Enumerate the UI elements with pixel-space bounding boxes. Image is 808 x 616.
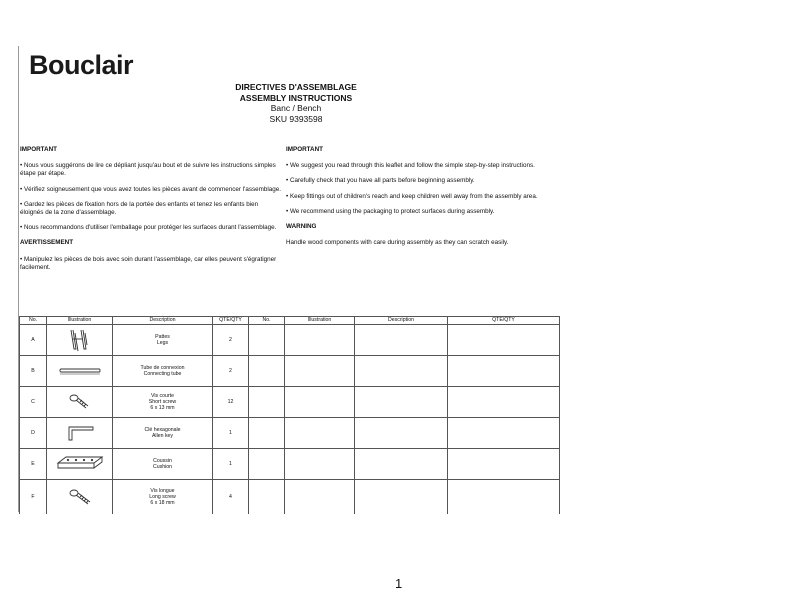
column-header: No. [20,317,47,325]
page-number: 1 [395,576,403,591]
warning-item: • Manipulez les pièces de bois avec soin durant l'assemblage, car elles peuvent s'égratigner facilement. [20,255,277,271]
instruction-item: • Vérifiez soigneusement que vous avez toutes les pièces avant de commencer l'assemblage. [20,185,282,193]
description-fr: Vis courte [151,392,174,399]
table-row [20,325,560,356]
description-fr: Clé hexagonale [144,426,181,433]
part-quantity: 2 [213,356,249,387]
description-en: Short screw [148,398,177,405]
part-quantity: 1 [213,418,249,449]
instruction-item: • We suggest you read through this leaflet and follow the simple step-by-step instructions. [286,162,535,170]
empty-cell [249,325,285,356]
part-description [113,356,213,387]
instruction-item: • We recommend using the packaging to protect surfaces during assembly. [286,207,495,215]
empty-cell [249,387,285,418]
description-en: Legs [156,340,169,346]
empty-cell [285,356,355,387]
allen-key-icon [47,418,113,449]
part-number: A [20,325,47,356]
warning-heading-en: WARNING [286,223,317,231]
empty-cell [355,480,448,515]
instruction-item: • Carefully check that you have all parts before beginning assembly. [286,177,475,185]
part-description [113,387,213,418]
product-name: Banc / Bench [270,103,322,113]
empty-cell [249,418,285,449]
instruction-item: • Keep fittings out of children's reach and keep children well away from the assembly area. [286,192,538,200]
empty-cell [249,356,285,387]
part-number: B [20,356,47,387]
english-instructions [286,146,558,254]
instruction-item: • Nous recommandons d'utiliser l'emballage pour protéger les surfaces durant l'assemblage. [20,224,277,232]
description-fr: Coussin [153,457,172,464]
title-block [160,82,432,124]
warning-item: Handle wood components with care during assembly as they can scratch easily. [286,239,509,247]
part-quantity: 12 [213,387,249,418]
instruction-item: • Nous vous suggérons de lire ce dépliant jusqu'au bout et de suivre les instructions simples étape par étape. [20,162,276,178]
table-row [20,480,560,515]
part-number: D [20,418,47,449]
part-number: E [20,449,47,480]
column-header: Illustration [285,317,355,325]
column-header: Description [113,317,213,325]
sku: SKU 9393598 [269,113,323,124]
empty-cell [448,356,560,387]
french-instructions [20,146,282,279]
description-size: 6 x 13 mm [150,405,175,412]
column-header: Illustration [47,317,113,325]
legs-icon [47,325,113,356]
part-quantity: 1 [213,449,249,480]
empty-cell [448,418,560,449]
title-fr: DIRECTIVES D'ASSEMBLAGE [235,82,357,92]
empty-cell [448,480,560,515]
short-screw-icon [47,387,113,418]
table-row [20,356,560,387]
connecting-tube-icon [47,356,113,387]
title-en: ASSEMBLY INSTRUCTIONS [239,92,353,103]
column-header: QTE/QTY [213,317,249,325]
long-screw-icon [47,480,113,515]
table-header-row [20,317,560,325]
description-fr: Tube de connexion [140,364,185,371]
empty-cell [249,449,285,480]
description-fr: Pattes [155,333,170,340]
table-row [20,387,560,418]
part-quantity: 2 [213,325,249,356]
cushion-icon [47,449,113,480]
part-description [113,449,213,480]
warning-heading-fr: AVERTISSEMENT [20,239,74,247]
description-en: Connecting tube [143,371,182,377]
column-header: QTE/QTY [448,317,560,325]
empty-cell [448,449,560,480]
description-en: Allen key [151,433,174,439]
part-quantity: 4 [213,480,249,515]
important-heading-fr: IMPORTANT [20,146,57,153]
column-header: Description [355,317,448,325]
empty-cell [355,387,448,418]
table-row [20,418,560,449]
empty-cell [285,480,355,515]
brand-logo: Bouclair [29,50,134,80]
empty-cell [285,449,355,480]
part-description [113,418,213,449]
empty-cell [448,325,560,356]
part-description [113,325,213,356]
empty-cell [285,418,355,449]
description-en: Cushion [152,464,173,470]
table-row [20,449,560,480]
empty-cell [249,480,285,515]
description-size: 6 x 18 mm [150,500,175,507]
empty-cell [355,449,448,480]
description-en: Long screw [149,493,176,500]
empty-cell [285,387,355,418]
empty-cell [355,325,448,356]
instruction-item: • Gardez les pièces de fixation hors de la portée des enfants et tenez les enfants bien éloignés de la zone d'assemblage. [20,200,259,217]
description-fr: Vis longue [150,487,175,494]
empty-cell [285,325,355,356]
empty-cell [355,356,448,387]
important-heading-en: IMPORTANT [286,146,323,153]
part-number: C [20,387,47,418]
empty-cell [448,387,560,418]
column-header: No. [249,317,285,325]
parts-table [19,316,560,514]
part-number: F [20,480,47,515]
empty-cell [355,418,448,449]
part-description [113,480,213,515]
